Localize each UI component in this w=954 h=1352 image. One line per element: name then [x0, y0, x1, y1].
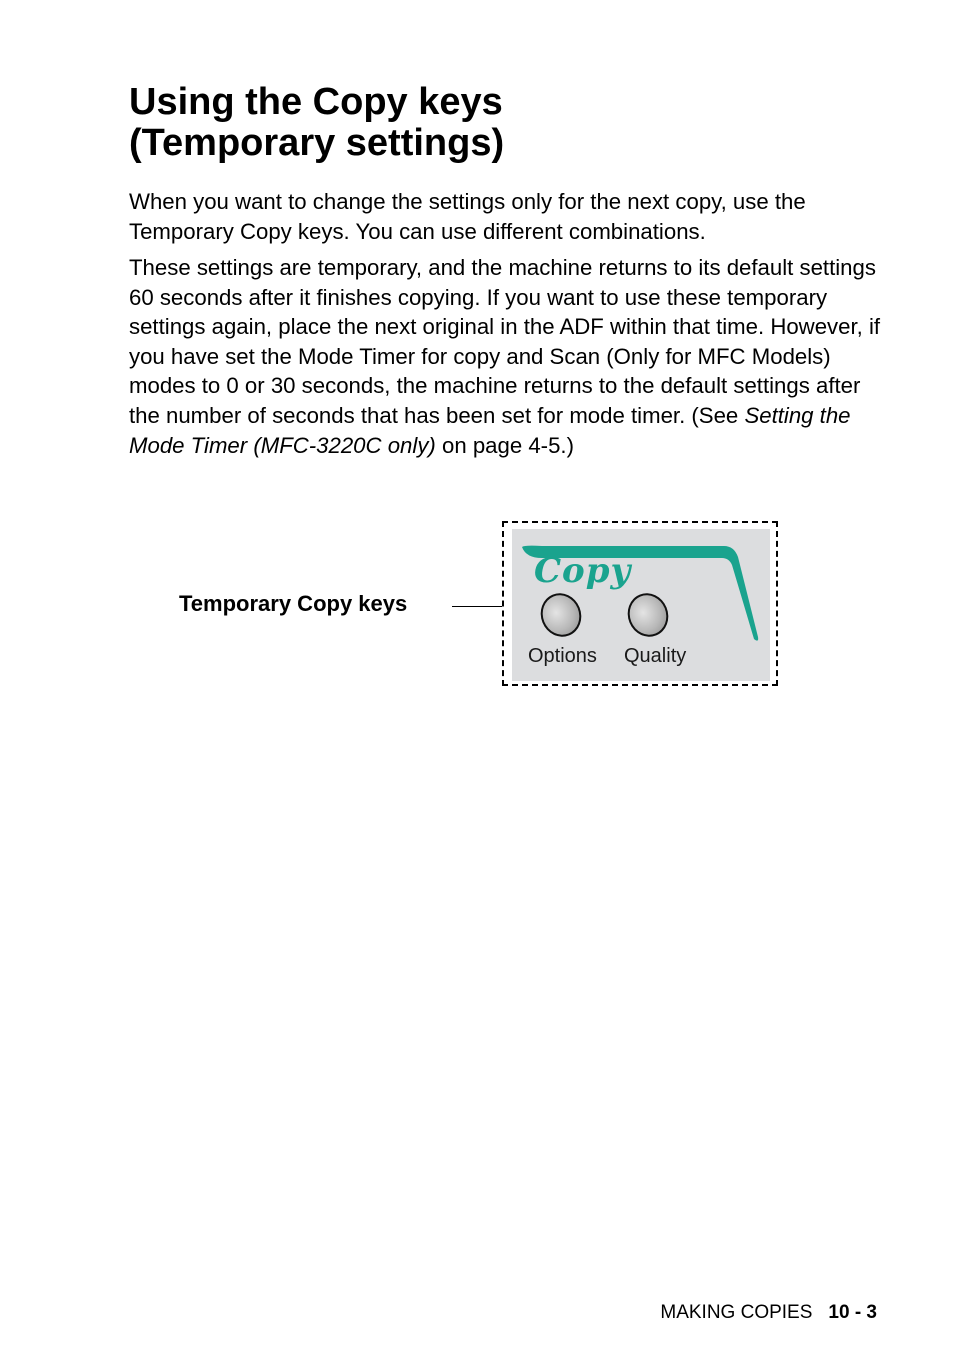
copy-key-panel — [512, 529, 770, 681]
title-line-2: (Temporary settings) — [129, 122, 505, 164]
callout-leader-line — [452, 606, 502, 607]
details-paragraph — [129, 253, 889, 460]
page-footer — [660, 1300, 877, 1326]
details-text: These settings are temporary, and the machine returns to its default settings 60 seconds after it finishes copying. If you want to use these temporary settings again, place the next original in the ADF within that time. However, if you have set the Mode Timer for copy and Scan (Only for MFC Models) modes to 0 or 30 seconds, the machine returns to the default settings after the number of seconds that has been set for mode timer. (See — [129, 255, 881, 428]
quality-key-label: Quality — [624, 645, 687, 667]
page-number: 10 - 3 — [828, 1302, 877, 1323]
page-title — [129, 82, 889, 164]
intro-paragraph: When you want to change the settings only for the next copy, use the Temporary Copy keys. You can use different combinations. — [129, 189, 806, 244]
options-key-label: Options — [528, 645, 597, 667]
panel-title: Copy — [534, 551, 632, 591]
details-text-end: on page 4-5.) — [435, 432, 574, 458]
footer-section: MAKING COPIES — [660, 1302, 813, 1323]
cross-reference-link[interactable]: Setting the Mode Timer (MFC-3220C only) — [129, 402, 851, 458]
callout-label: Temporary Copy keys — [179, 591, 408, 616]
title-line-1: Using the Copy keys — [129, 81, 503, 123]
